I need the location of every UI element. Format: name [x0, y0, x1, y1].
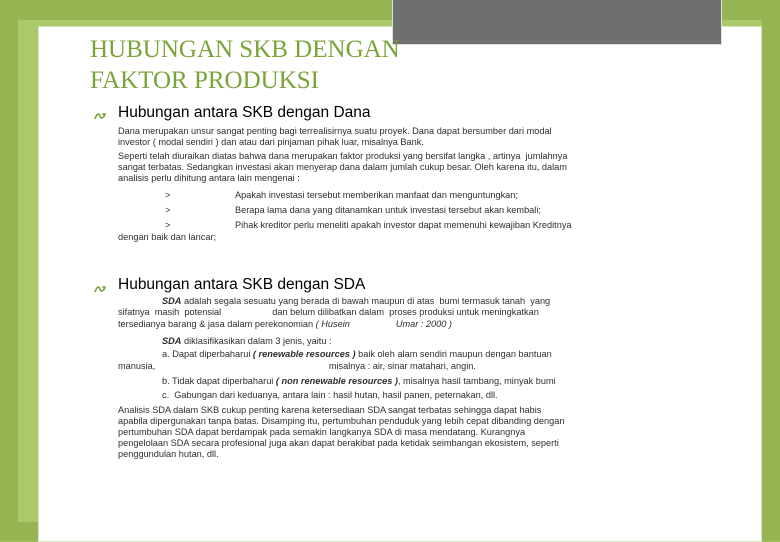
item-text: b. Tidak dapat diperbaharui — [162, 376, 276, 386]
paragraph-line: Seperti telah diuraikan diatas bahwa dana merupakan faktor produksi yang bersifat langka , artinya jumlahnya — [118, 151, 568, 161]
definition-text: tersedianya barang & jasa dalam perekonomian — [118, 319, 316, 329]
title-line-2: FAKTOR PRODUKSI — [90, 67, 319, 94]
slide-title — [90, 34, 510, 96]
analysis-line: pertumbuhan SDA dapat berdampak pada semakin langkanya SDA di masa mendatang. Kurangnya — [118, 427, 526, 437]
classification-item-c: c. Gabungan dari keduanya, antara lain : hasil hutan, hasil panen, peternakan, dll. — [162, 390, 498, 400]
analysis-line: penggundulan hutan, dll. — [118, 449, 219, 459]
paragraph-line: Dana merupakan unsur sangat penting bagi terrealisirnya suatu proyek. Dana dapat bersumber dari modal — [118, 126, 552, 136]
frame-edge-right — [762, 0, 780, 540]
analysis-line: pengelolaan SDA secara profesional juga akan dapat berakibat pada ketidak seimbangan ekosistem, seperti — [118, 438, 559, 448]
point-text: Apakah investasi tersebut memberikan manfaat dan menguntungkan; — [235, 190, 518, 200]
paragraph-line — [162, 296, 550, 307]
sda-label: SDA — [162, 336, 182, 346]
paragraph-line: investor ( modal sendiri ) dan atau dari pinjaman pihak luar, misalnya Bank. — [118, 137, 424, 147]
paragraph-line — [118, 319, 452, 330]
item-text: baik oleh alam sendiri maupun dengan bantuan — [355, 349, 552, 359]
term-non-renewable: ( non renewable resources ) — [275, 376, 398, 386]
leaf-bullet-icon — [94, 283, 106, 297]
point-text: Pihak kreditor perlu meneliti apakah investor dapat memenuhi kewajiban Kreditnya — [235, 220, 572, 230]
paragraph-line: manusia, misalnya : air, sinar matahari, angin. — [118, 361, 476, 371]
item-text: , misalnya hasil tambang, minyak bumi — [397, 376, 556, 386]
point-marker: > — [165, 190, 171, 200]
sda-label: SDA — [162, 296, 182, 306]
classification-text: diklasifikasikan dalam 3 jenis, yaitu : — [181, 336, 332, 346]
definition-text: adalah segala sesuatu yang berada di bawah maupun di atas bumi termasuk tanah yang — [181, 296, 551, 306]
analysis-line: apabila dipergunakan tanpa batas. Disamping itu, pertumbuhan penduduk yang lebih cepat dibanding dengan — [118, 416, 565, 426]
leaf-bullet-icon — [94, 110, 106, 124]
paragraph-line: analisis perlu dihitung antara lain mengenai : — [118, 173, 300, 183]
classification-item-b — [162, 376, 556, 387]
title-line-1: HUBUNGAN SKB DENGAN — [90, 36, 400, 63]
section-heading-sda: Hubungan antara SKB dengan SDA — [118, 276, 366, 293]
item-text: a. Dapat diperbaharui — [162, 349, 253, 359]
analysis-line: Analisis SDA dalam SKB cukup penting karena ketersediaan SDA sangat terbatas sehingga dapat habis — [118, 405, 542, 415]
section-heading-dana: Hubungan antara SKB dengan Dana — [118, 104, 371, 121]
paragraph-line: dengan baik dan lancar; — [118, 232, 217, 242]
citation: ( Husein Umar : 2000 ) — [315, 319, 452, 329]
paragraph-line: sifatnya masih potensial dan belum dilibatkan dalam proses produksi untuk meningkatkan — [118, 307, 539, 317]
frame-edge-left — [0, 0, 18, 540]
paragraph-line — [162, 336, 332, 347]
classification-item-a — [162, 349, 552, 360]
point-marker: > — [165, 220, 171, 230]
point-marker: > — [165, 205, 171, 215]
point-text: Berapa lama dana yang ditanamkan untuk investasi tersebut akan kembali; — [235, 205, 541, 215]
term-renewable: ( renewable resources ) — [252, 349, 356, 359]
paragraph-line: sangat terbatas. Sedangkan investasi akan menyerap dana dalam jumlah cukup besar. Oleh karena itu, dalam — [118, 162, 567, 172]
